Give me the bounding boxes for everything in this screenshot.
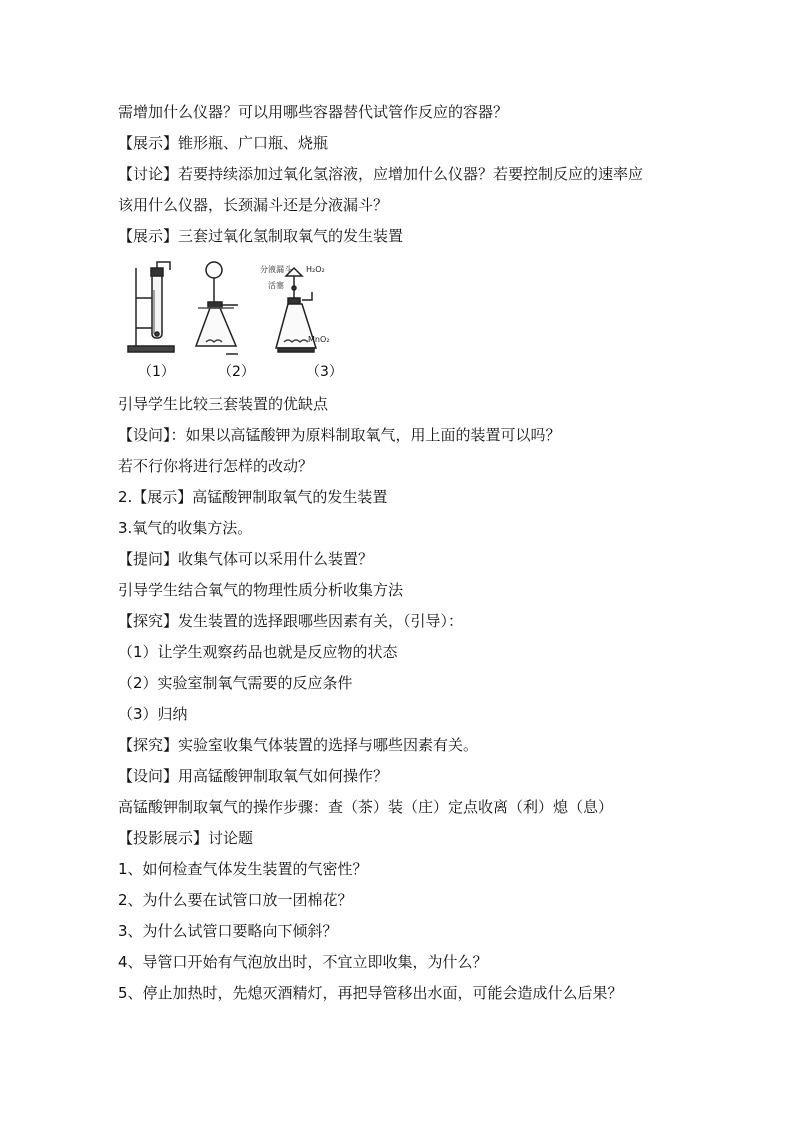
apparatus-figure	[118, 258, 358, 358]
mno2-label: MnO₂	[308, 335, 330, 344]
funnel-label: 分液漏斗	[260, 265, 292, 274]
text-line: （3）归纳	[118, 705, 188, 723]
apparatus-diagram	[118, 258, 358, 358]
text-line: 5、停止加热时，先熄灭酒精灯，再把导管移出水面，可能会造成什么后果？	[118, 984, 623, 1002]
text-line: 1、如何检查气体发生装置的气密性？	[118, 860, 368, 878]
text-line: 【探究】实验室收集气体装置的选择与哪些因素有关。	[118, 736, 479, 754]
text-line: 引导学生比较三套装置的优缺点	[118, 395, 329, 413]
text-line: 【展示】三套过氧化氢制取氧气的发生装置	[118, 227, 404, 245]
h2o2-label: H₂O₂	[306, 265, 325, 274]
caption-1: （1）	[138, 364, 175, 380]
text-line: 该用什么仪器，长颈漏斗还是分液漏斗？	[118, 196, 389, 214]
valve-label: 活塞	[268, 281, 284, 290]
text-line: 2、为什么要在试管口放一团棉花？	[118, 891, 353, 909]
text-line: 若不行你将进行怎样的改动？	[118, 457, 314, 475]
text-line: 【投影展示】讨论题	[118, 829, 254, 847]
apparatus-1	[128, 262, 174, 352]
text-line: 【展示】锥形瓶、广口瓶、烧瓶	[118, 134, 329, 152]
text-line: 【提问】收集气体可以采用什么装置？	[118, 550, 374, 568]
text-line: （2）实验室制氧气需要的反应条件	[118, 674, 353, 692]
text-line: 【讨论】若要持续添加过氧化氢溶液，应增加什么仪器？若要控制反应的速率应	[118, 165, 644, 183]
caption-3: （3）	[306, 364, 343, 380]
apparatus-2	[196, 262, 238, 354]
text-line: 高锰酸钾制取氧气的操作步骤：查（茶）装（庄）定点收离（利）熄（息）	[118, 798, 614, 816]
text-line: 【探究】发生装置的选择跟哪些因素有关，（引导）：	[118, 612, 464, 630]
text-line: 引导学生结合氧气的物理性质分析收集方法	[118, 581, 404, 599]
text-line: 【设问】：如果以高锰酸钾为原料制取氧气，用上面的装置可以吗？	[118, 426, 561, 444]
text-line: 3.氧气的收集方法。	[118, 519, 253, 537]
text-line: 【设问】用高锰酸钾制取氧气如何操作？	[118, 767, 389, 785]
text-line: 2.【展示】高锰酸钾制取氧气的发生装置	[118, 488, 388, 506]
text-line: 需增加什么仪器？可以用哪些容器替代试管作反应的容器？	[118, 103, 509, 121]
text-line: （1）让学生观察药品也就是反应物的状态	[118, 643, 398, 661]
caption-2: （2）	[218, 364, 255, 380]
text-line: 3、为什么试管口要略向下倾斜？	[118, 922, 338, 940]
text-line: 4、导管口开始有气泡放出时，不宜立即收集，为什么？	[118, 953, 488, 971]
